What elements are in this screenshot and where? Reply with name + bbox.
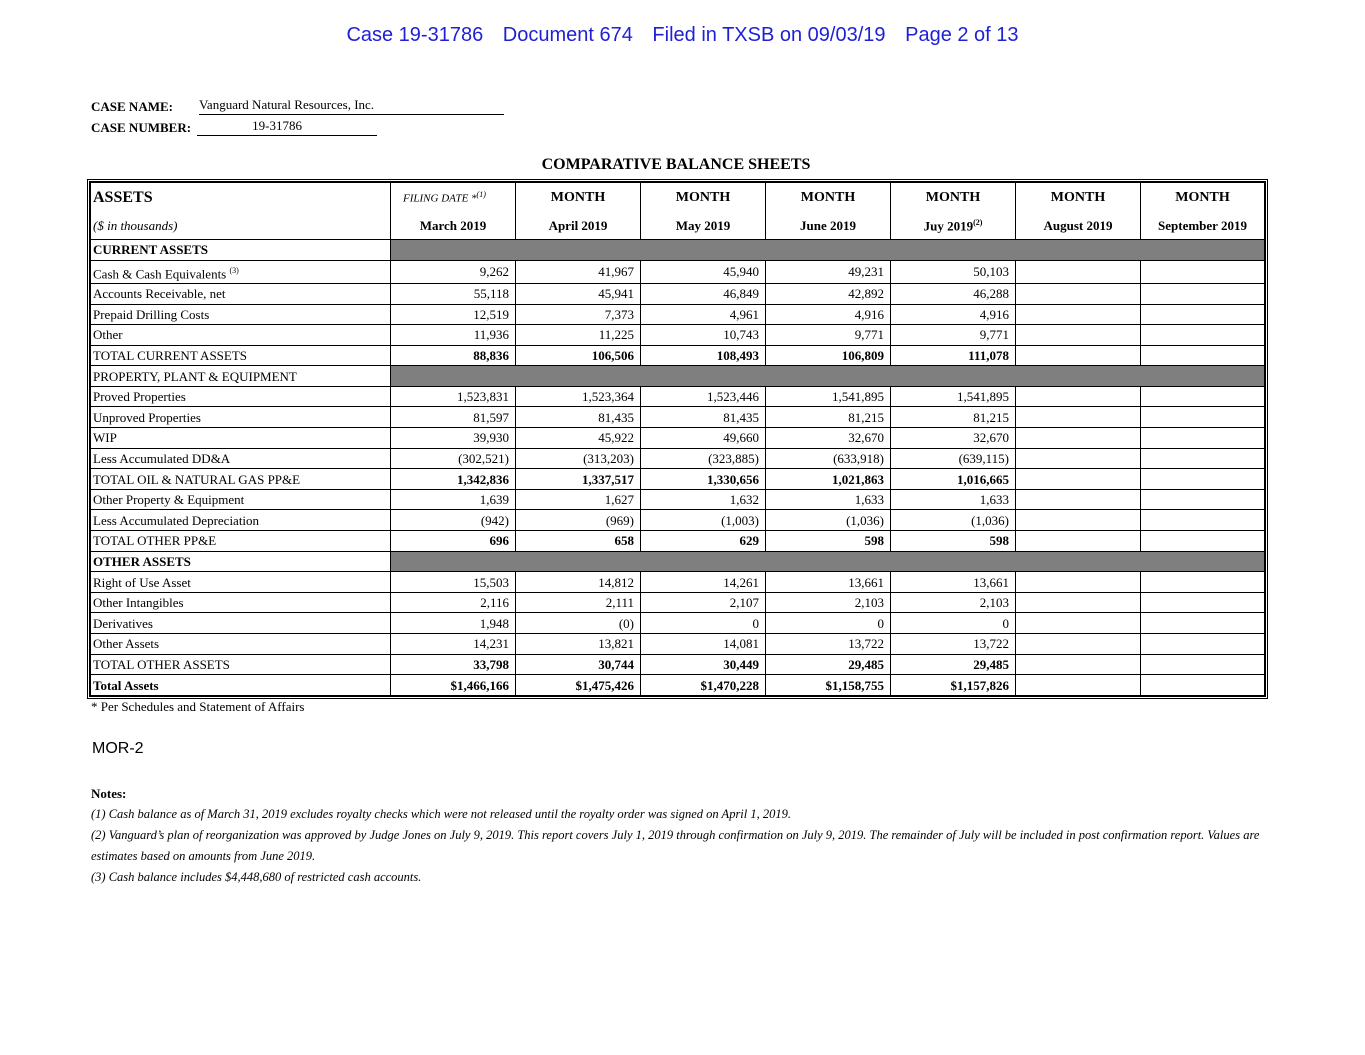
value-cell: 658 <box>516 531 641 552</box>
value-cell: $1,470,228 <box>641 675 766 696</box>
value-cell: 1,016,665 <box>891 469 1016 490</box>
value-cell: 2,103 <box>766 592 891 613</box>
value-cell: 13,821 <box>516 634 641 655</box>
value-cell: 1,639 <box>391 489 516 510</box>
table-row <box>91 654 1265 675</box>
row-label <box>91 386 391 407</box>
value-cell <box>1016 304 1141 325</box>
value-cell: (0) <box>516 613 641 634</box>
row-label <box>91 428 391 449</box>
value-cell <box>1141 260 1265 283</box>
value-cell: 2,116 <box>391 592 516 613</box>
row-label-text: Accounts Receivable, net <box>93 286 226 302</box>
row-label-text: Derivatives <box>93 615 153 631</box>
value-cell <box>1141 654 1265 675</box>
header-row-1 <box>91 183 1265 212</box>
value-cell: $1,158,755 <box>766 675 891 696</box>
row-label-text: Prepaid Drilling Costs <box>93 306 210 322</box>
units-note-cell <box>91 211 391 240</box>
value-cell: 10,743 <box>641 325 766 346</box>
table-row <box>91 572 1265 593</box>
value-cell <box>1141 304 1265 325</box>
value-cell: 46,288 <box>891 283 1016 304</box>
value-cell: 1,633 <box>891 489 1016 510</box>
value-cell: (1,036) <box>766 510 891 531</box>
month-header: MONTH <box>1141 183 1265 212</box>
month-header: MONTH <box>1016 183 1141 212</box>
value-cell <box>1141 428 1265 449</box>
value-cell: 15,503 <box>391 572 516 593</box>
value-cell: 4,961 <box>641 304 766 325</box>
row-label <box>91 613 391 634</box>
value-cell: 0 <box>766 613 891 634</box>
value-cell: $1,466,166 <box>391 675 516 696</box>
value-cell: 696 <box>391 531 516 552</box>
value-cell: (323,885) <box>641 448 766 469</box>
case-number-value: 19-31786 <box>197 118 377 136</box>
case-number-label: CASE NUMBER: <box>91 120 192 135</box>
value-cell: 9,771 <box>766 325 891 346</box>
row-label-text: Other Assets <box>93 636 160 652</box>
table-row <box>91 531 1265 552</box>
value-cell: (1,036) <box>891 510 1016 531</box>
table-row <box>91 428 1265 449</box>
value-cell: 0 <box>891 613 1016 634</box>
row-label <box>91 407 391 428</box>
balance-sheet-table <box>90 182 1265 696</box>
table-row <box>91 489 1265 510</box>
form-id: MOR-2 <box>92 740 144 757</box>
value-cell <box>1141 592 1265 613</box>
value-cell <box>1141 448 1265 469</box>
filing-date-cell <box>391 183 516 212</box>
row-label <box>91 448 391 469</box>
stamp-document: Document 674 <box>502 24 633 46</box>
note-item: (1) Cash balance as of March 31, 2019 excludes royalty checks which were not released until the royalty order was signed on April 1, 2019. <box>91 807 791 821</box>
value-cell <box>1016 469 1141 490</box>
value-cell <box>1141 345 1265 366</box>
table-row <box>91 551 1265 572</box>
value-cell: 1,948 <box>391 613 516 634</box>
row-label-text: OTHER ASSETS <box>93 553 191 569</box>
stamp-filed: Filed in TXSB on 09/03/19 <box>652 24 886 46</box>
row-label-text: Less Accumulated DD&A <box>93 450 231 466</box>
value-cell: 49,660 <box>641 428 766 449</box>
row-label <box>91 675 391 696</box>
value-cell: 1,342,836 <box>391 469 516 490</box>
july-label: Juy 2019 <box>923 218 974 234</box>
row-label-text: Cash & Cash Equivalents <box>93 265 227 281</box>
value-cell: 1,523,446 <box>641 386 766 407</box>
value-cell: $1,475,426 <box>516 675 641 696</box>
row-label-text: TOTAL OTHER PP&E <box>93 533 217 549</box>
value-cell: 46,849 <box>641 283 766 304</box>
value-cell: 4,916 <box>766 304 891 325</box>
table-row <box>91 469 1265 490</box>
value-cell: 108,493 <box>641 345 766 366</box>
value-cell: 11,225 <box>516 325 641 346</box>
value-cell: 39,930 <box>391 428 516 449</box>
row-label-text: Right of Use Asset <box>93 574 191 590</box>
value-cell <box>1141 613 1265 634</box>
value-cell: 4,916 <box>891 304 1016 325</box>
month-header: MONTH <box>641 183 766 212</box>
table-row <box>91 510 1265 531</box>
value-cell: (942) <box>391 510 516 531</box>
row-label <box>91 469 391 490</box>
value-cell: 12,519 <box>391 304 516 325</box>
row-label-text: Other <box>93 327 123 343</box>
page-title: COMPARATIVE BALANCE SHEETS <box>541 156 811 173</box>
column-date-header: September 2019 <box>1141 211 1265 240</box>
row-label-text: Proved Properties <box>93 389 186 405</box>
row-label <box>91 345 391 366</box>
value-cell <box>1141 325 1265 346</box>
row-label <box>91 654 391 675</box>
notes-heading: Notes: <box>91 786 127 801</box>
case-name-label: CASE NAME: <box>91 99 173 114</box>
table-row <box>91 366 1265 387</box>
value-cell <box>1016 407 1141 428</box>
column-date-header: May 2019 <box>641 211 766 240</box>
value-cell: 598 <box>766 531 891 552</box>
notes-section <box>91 783 1271 888</box>
value-cell: 14,081 <box>641 634 766 655</box>
value-cell: 55,118 <box>391 283 516 304</box>
value-cell: 29,485 <box>891 654 1016 675</box>
case-number-row <box>91 115 504 136</box>
value-cell: 2,103 <box>891 592 1016 613</box>
value-cell <box>1016 613 1141 634</box>
value-cell <box>1016 634 1141 655</box>
row-label-text: WIP <box>93 430 117 446</box>
value-cell <box>1016 654 1141 675</box>
note-item: (3) Cash balance includes $4,448,680 of restricted cash accounts. <box>91 870 422 884</box>
value-cell: 598 <box>891 531 1016 552</box>
row-label <box>91 260 391 283</box>
value-cell: (633,918) <box>766 448 891 469</box>
case-name-row <box>91 94 504 115</box>
july-sup: (2) <box>973 218 983 227</box>
table-row <box>91 675 1265 696</box>
row-label <box>91 283 391 304</box>
column-date-header: April 2019 <box>516 211 641 240</box>
note-item: (2) Vanguard’s plan of reorganization was approved by Judge Jones on July 9, 2019. This report covers July 1, 2019 through confirmation on July 9, 2019. The remainder of July will be included in post confirmation report. Values are estimates based on amounts from June 2019. <box>91 828 1260 863</box>
value-cell <box>1016 510 1141 531</box>
filing-date-label: FILING DATE * <box>403 192 477 205</box>
value-cell: 13,722 <box>766 634 891 655</box>
row-label-text: TOTAL OTHER ASSETS <box>93 656 230 672</box>
value-cell <box>1141 634 1265 655</box>
value-cell: 45,941 <box>516 283 641 304</box>
value-cell: 81,435 <box>516 407 641 428</box>
section-shading <box>391 551 1265 572</box>
row-label-text: Total Assets <box>93 677 159 693</box>
value-cell: 32,670 <box>766 428 891 449</box>
value-cell: 30,744 <box>516 654 641 675</box>
table-row <box>91 448 1265 469</box>
table-row <box>91 260 1265 283</box>
value-cell <box>1016 572 1141 593</box>
row-label-text: Unproved Properties <box>93 409 201 425</box>
value-cell: 30,449 <box>641 654 766 675</box>
value-cell: 1,021,863 <box>766 469 891 490</box>
value-cell: 2,111 <box>516 592 641 613</box>
row-label <box>91 551 391 572</box>
table-body <box>91 183 1265 696</box>
value-cell <box>1016 386 1141 407</box>
value-cell: 81,597 <box>391 407 516 428</box>
column-date-header: August 2019 <box>1016 211 1141 240</box>
value-cell <box>1016 531 1141 552</box>
value-cell: 1,633 <box>766 489 891 510</box>
value-cell: 1,523,831 <box>391 386 516 407</box>
value-cell: 13,661 <box>766 572 891 593</box>
table-row <box>91 592 1265 613</box>
value-cell: 42,892 <box>766 283 891 304</box>
value-cell: 49,231 <box>766 260 891 283</box>
value-cell: 7,373 <box>516 304 641 325</box>
value-cell: 45,940 <box>641 260 766 283</box>
row-label <box>91 592 391 613</box>
court-filing-stamp <box>0 24 1365 47</box>
value-cell <box>1016 489 1141 510</box>
row-label-text: Other Intangibles <box>93 595 184 611</box>
value-cell <box>1141 386 1265 407</box>
stamp-case: Case 19-31786 <box>346 24 484 46</box>
value-cell: 629 <box>641 531 766 552</box>
value-cell: 9,771 <box>891 325 1016 346</box>
row-label-text: Less Accumulated Depreciation <box>93 512 260 528</box>
value-cell: 13,661 <box>891 572 1016 593</box>
value-cell: (302,521) <box>391 448 516 469</box>
value-cell: 11,936 <box>391 325 516 346</box>
value-cell: 29,485 <box>766 654 891 675</box>
value-cell: 106,506 <box>516 345 641 366</box>
value-cell <box>1016 325 1141 346</box>
month-header: MONTH <box>766 183 891 212</box>
column-date-header: June 2019 <box>766 211 891 240</box>
row-label <box>91 510 391 531</box>
schedules-footnote: * Per Schedules and Statement of Affairs <box>91 699 305 714</box>
value-cell <box>1141 531 1265 552</box>
value-cell: 111,078 <box>891 345 1016 366</box>
value-cell <box>1141 510 1265 531</box>
value-cell <box>1016 428 1141 449</box>
table-row <box>91 345 1265 366</box>
value-cell: 1,330,656 <box>641 469 766 490</box>
row-label-sup: (3) <box>229 265 239 275</box>
value-cell: 50,103 <box>891 260 1016 283</box>
value-cell <box>1141 469 1265 490</box>
balance-sheet-table-frame <box>87 179 1268 699</box>
value-cell: (313,203) <box>516 448 641 469</box>
value-cell: 13,722 <box>891 634 1016 655</box>
value-cell: 1,541,895 <box>891 386 1016 407</box>
value-cell <box>1016 283 1141 304</box>
row-label <box>91 634 391 655</box>
table-row <box>91 613 1265 634</box>
value-cell: (639,115) <box>891 448 1016 469</box>
month-header: MONTH <box>891 183 1016 212</box>
section-shading <box>391 240 1265 261</box>
table-row <box>91 240 1265 261</box>
units-note: ($ in thousands) <box>93 217 178 233</box>
value-cell: 106,809 <box>766 345 891 366</box>
row-label-text: Other Property & Equipment <box>93 492 245 508</box>
value-cell: 33,798 <box>391 654 516 675</box>
value-cell <box>1016 592 1141 613</box>
header-row-2 <box>91 211 1265 240</box>
table-row <box>91 634 1265 655</box>
value-cell <box>1141 407 1265 428</box>
value-cell: 81,215 <box>766 407 891 428</box>
value-cell: 14,261 <box>641 572 766 593</box>
assets-heading: ASSETS <box>93 188 153 206</box>
value-cell: 1,627 <box>516 489 641 510</box>
value-cell: 1,541,895 <box>766 386 891 407</box>
value-cell: 0 <box>641 613 766 634</box>
value-cell: 45,922 <box>516 428 641 449</box>
value-cell: 1,337,517 <box>516 469 641 490</box>
value-cell: $1,157,826 <box>891 675 1016 696</box>
row-label <box>91 240 391 261</box>
row-label-text: TOTAL OIL & NATURAL GAS PP&E <box>93 471 301 487</box>
value-cell: 1,523,364 <box>516 386 641 407</box>
value-cell: 14,812 <box>516 572 641 593</box>
stamp-page: Page 2 of 13 <box>905 24 1019 46</box>
value-cell: 81,435 <box>641 407 766 428</box>
case-name-value: Vanguard Natural Resources, Inc. <box>199 97 504 115</box>
row-label-text: PROPERTY, PLANT & EQUIPMENT <box>93 368 297 384</box>
table-row <box>91 304 1265 325</box>
column-date-header-july <box>891 211 1016 240</box>
row-label-text: TOTAL CURRENT ASSETS <box>93 348 248 363</box>
value-cell <box>1016 345 1141 366</box>
case-info <box>91 94 504 136</box>
value-cell <box>1141 675 1265 696</box>
value-cell: 41,967 <box>516 260 641 283</box>
value-cell: 32,670 <box>891 428 1016 449</box>
row-label <box>91 572 391 593</box>
row-label <box>91 366 391 387</box>
value-cell: 2,107 <box>641 592 766 613</box>
row-label <box>91 325 391 346</box>
row-label-text: CURRENT ASSETS <box>93 242 209 258</box>
value-cell: 9,262 <box>391 260 516 283</box>
assets-heading-cell <box>91 183 391 212</box>
value-cell <box>1141 283 1265 304</box>
value-cell: (969) <box>516 510 641 531</box>
filing-date-sup: (1) <box>476 190 486 200</box>
value-cell: 1,632 <box>641 489 766 510</box>
table-row <box>91 325 1265 346</box>
value-cell <box>1016 260 1141 283</box>
value-cell: 88,836 <box>391 345 516 366</box>
section-shading <box>391 366 1265 387</box>
row-label <box>91 304 391 325</box>
value-cell: (1,003) <box>641 510 766 531</box>
table-row <box>91 386 1265 407</box>
row-label <box>91 489 391 510</box>
row-label <box>91 531 391 552</box>
value-cell <box>1016 675 1141 696</box>
month-header: MONTH <box>516 183 641 212</box>
value-cell: 81,215 <box>891 407 1016 428</box>
table-row <box>91 407 1265 428</box>
column-date-header: March 2019 <box>391 211 516 240</box>
value-cell <box>1141 489 1265 510</box>
table-row <box>91 283 1265 304</box>
value-cell <box>1141 572 1265 593</box>
value-cell <box>1016 448 1141 469</box>
value-cell: 14,231 <box>391 634 516 655</box>
